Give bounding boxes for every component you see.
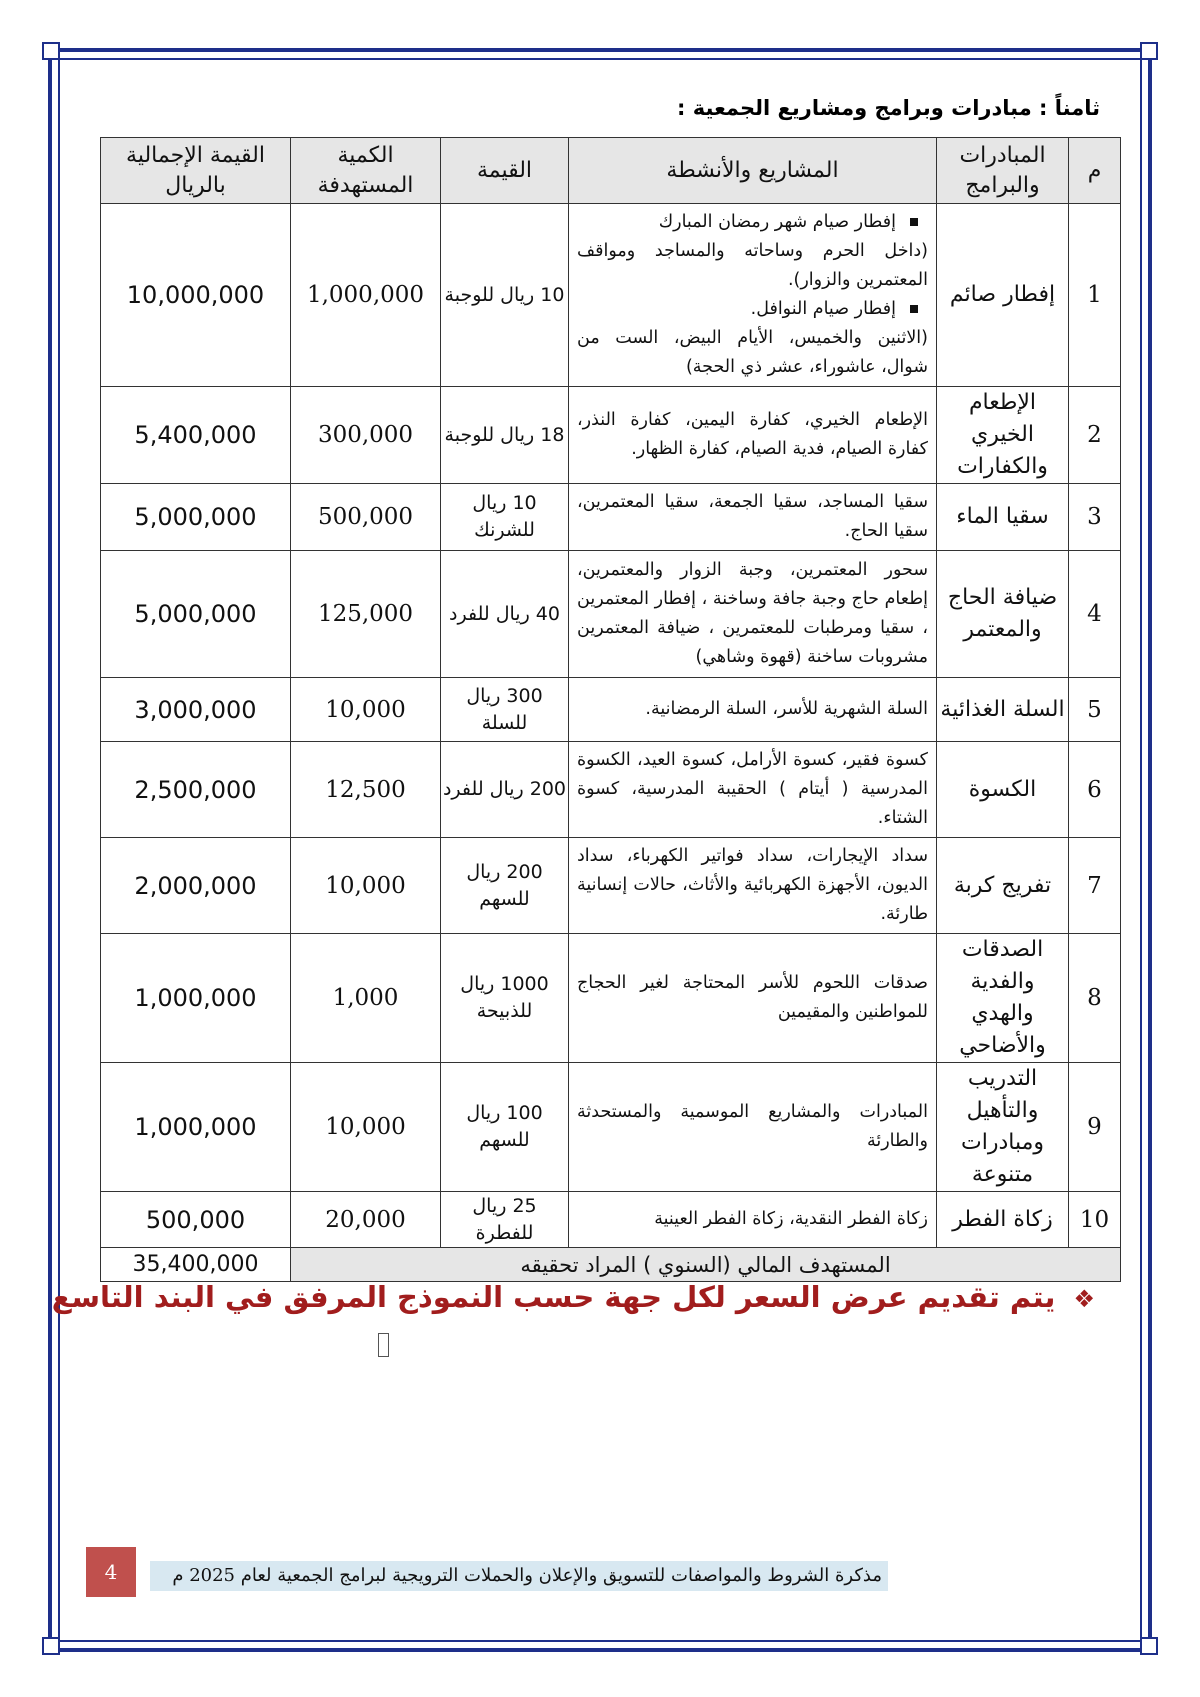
row-total: 5,400,000 [101, 387, 291, 484]
activities-cell [569, 551, 937, 678]
target-quantity: 10,000 [291, 1063, 441, 1192]
activities-cell [569, 838, 937, 934]
target-quantity: 12,500 [291, 742, 441, 838]
row-number: 5 [1069, 678, 1121, 742]
activities-cell [569, 678, 937, 742]
frame-corner [42, 1637, 60, 1655]
total-row [101, 1248, 1121, 1282]
target-quantity: 1,000 [291, 934, 441, 1063]
activity-text: سحور المعتمرين، وجبة الزوار والمعتمرين، إطعام حاج وجبة جافة وساخنة ، إفطار المعتمرين ، سقيا ومرطبات للمعتمرين ، ضيافة المعتمرين مشروبات ساخنة (قهوة وشاهي) [577, 560, 928, 667]
row-total: 5,000,000 [101, 551, 291, 678]
square-bullet-icon [910, 305, 918, 313]
unit-value: 25 ريال للفطرة [441, 1192, 569, 1248]
activities-cell [569, 204, 937, 387]
row-total: 3,000,000 [101, 678, 291, 742]
target-quantity: 1,000,000 [291, 204, 441, 387]
activity-line [577, 324, 928, 382]
row-total: 10,000,000 [101, 204, 291, 387]
target-quantity: 125,000 [291, 551, 441, 678]
program-name: إفطار صائم [937, 204, 1069, 387]
unit-value: 40 ريال للفرد [441, 551, 569, 678]
table-row [101, 742, 1121, 838]
activity-line [577, 488, 928, 546]
section-title: ثامناً : مبادرات وبرامج ومشاريع الجمعية : [677, 96, 1100, 120]
activity-text: سقيا المساجد، سقيا الجمعة، سقيا المعتمرين، سقيا الحاج. [577, 492, 928, 541]
frame-corner [1140, 1637, 1158, 1655]
page-number: 4 [86, 1547, 136, 1597]
diamond-bullet-icon: ❖ [1073, 1285, 1095, 1313]
activity-text: (الاثنين والخميس، الأيام البيض، الست من شوال، عاشوراء، عشر ذي الحجة) [577, 328, 928, 377]
table-row [101, 1192, 1121, 1248]
note-text: يتم تقديم عرض السعر لكل جهة حسب النموذج المرفق في البند التاسع [51, 1280, 1056, 1314]
activity-line [577, 295, 928, 324]
target-quantity: 10,000 [291, 678, 441, 742]
activity-text: المبادرات والمشاريع الموسمية والمستحدثة والطارئة [577, 1102, 928, 1151]
activities-cell [569, 1063, 937, 1192]
table-row [101, 838, 1121, 934]
activities-cell [569, 742, 937, 838]
row-total: 500,000 [101, 1192, 291, 1248]
header-activities: المشاريع والأنشطة [569, 138, 937, 204]
row-number: 3 [1069, 484, 1121, 551]
activity-line [577, 556, 928, 672]
unit-value: 100 ريال للسهم [441, 1063, 569, 1192]
header-value: القيمة [441, 138, 569, 204]
target-quantity: 20,000 [291, 1192, 441, 1248]
empty-box-glyph [378, 1333, 389, 1357]
activity-text: زكاة الفطر النقدية، زكاة الفطر العينية [654, 1209, 928, 1229]
program-name: ضيافة الحاج والمعتمر [937, 551, 1069, 678]
table-row [101, 387, 1121, 484]
activity-line [577, 406, 928, 464]
programs-table [100, 137, 1121, 1282]
table-row [101, 934, 1121, 1063]
header-quantity: الكمية المستهدفة [291, 138, 441, 204]
activity-text: إفطار صيام شهر رمضان المبارك [658, 212, 896, 232]
row-total: 1,000,000 [101, 1063, 291, 1192]
activity-text: (داخل الحرم وساحاته والمساجد ومواقف المعتمرين والزوار). [577, 241, 928, 290]
unit-value: 200 ريال للسهم [441, 838, 569, 934]
row-total: 5,000,000 [101, 484, 291, 551]
unit-value: 18 ريال للوجبة [441, 387, 569, 484]
unit-value: 10 ريال للشرنك [441, 484, 569, 551]
program-name: سقيا الماء [937, 484, 1069, 551]
activity-text: صدقات اللحوم للأسر المحتاجة لغير الحجاج للمواطنين والمقيمين [577, 973, 928, 1022]
row-number: 10 [1069, 1192, 1121, 1248]
frame-corner [1140, 42, 1158, 60]
header-num: م [1069, 138, 1121, 204]
target-quantity: 300,000 [291, 387, 441, 484]
row-total: 2,000,000 [101, 838, 291, 934]
row-total: 2,500,000 [101, 742, 291, 838]
row-total: 1,000,000 [101, 934, 291, 1063]
square-bullet-icon [910, 218, 918, 226]
program-name: السلة الغذائية [937, 678, 1069, 742]
table-row [101, 484, 1121, 551]
program-name: الصدقات والفدية والهدي والأضاحي [937, 934, 1069, 1063]
table-row [101, 1063, 1121, 1192]
activities-cell [569, 484, 937, 551]
row-number: 2 [1069, 387, 1121, 484]
program-name: التدريب والتأهيل ومبادرات متنوعة [937, 1063, 1069, 1192]
target-quantity: 10,000 [291, 838, 441, 934]
activities-cell [569, 934, 937, 1063]
header-total: القيمة الإجمالية بالريال [101, 138, 291, 204]
program-name: زكاة الفطر [937, 1192, 1069, 1248]
unit-value: 10 ريال للوجبة [441, 204, 569, 387]
program-name: الإطعام الخيري والكفارات [937, 387, 1069, 484]
activities-cell [569, 1192, 937, 1248]
row-number: 9 [1069, 1063, 1121, 1192]
footer-text: مذكرة الشروط والمواصفات للتسويق والإعلان والحملات الترويجية لبرامج الجمعية لعام 2025 م [150, 1561, 888, 1591]
activity-line [577, 969, 928, 1027]
table-row [101, 678, 1121, 742]
program-name: تفريج كربة [937, 838, 1069, 934]
total-value: 35,400,000 [101, 1248, 291, 1282]
activity-line [577, 1205, 928, 1234]
row-number: 4 [1069, 551, 1121, 678]
row-number: 6 [1069, 742, 1121, 838]
activity-line [577, 237, 928, 295]
price-offer-note [52, 1280, 1095, 1314]
total-label: المستهدف المالي (السنوي ) المراد تحقيقه [291, 1248, 1121, 1282]
table-row [101, 204, 1121, 387]
target-quantity: 500,000 [291, 484, 441, 551]
activity-text: السلة الشهرية للأسر، السلة الرمضانية. [645, 699, 928, 719]
activity-line [577, 1098, 928, 1156]
activity-text: كسوة فقير، كسوة الأرامل، كسوة العيد، الكسوة المدرسية ( أيتام ) الحقيبة المدرسية، كسوة الشتاء. [577, 750, 928, 828]
row-number: 8 [1069, 934, 1121, 1063]
unit-value: 1000 ريال للذبيحة [441, 934, 569, 1063]
frame-corner [42, 42, 60, 60]
unit-value: 200 ريال للفرد [441, 742, 569, 838]
activity-line [577, 695, 928, 724]
program-name: الكسوة [937, 742, 1069, 838]
activity-text: إفطار صيام النوافل. [750, 299, 896, 319]
row-number: 1 [1069, 204, 1121, 387]
header-programs: المبادرات والبرامج [937, 138, 1069, 204]
table-header-row [101, 138, 1121, 204]
activities-cell [569, 387, 937, 484]
activity-line [577, 842, 928, 929]
activity-text: الإطعام الخيري، كفارة اليمين، كفارة النذر، كفارة الصيام، فدية الصيام، كفارة الظهار. [577, 410, 928, 459]
unit-value: 300 ريال للسلة [441, 678, 569, 742]
activity-line [577, 208, 928, 237]
table-row [101, 551, 1121, 678]
activity-line [577, 746, 928, 833]
activity-text: سداد الإيجارات، سداد فواتير الكهرباء، سداد الديون، الأجهزة الكهربائية والأثاث، حالات إنسانية طارئة. [577, 846, 928, 924]
row-number: 7 [1069, 838, 1121, 934]
